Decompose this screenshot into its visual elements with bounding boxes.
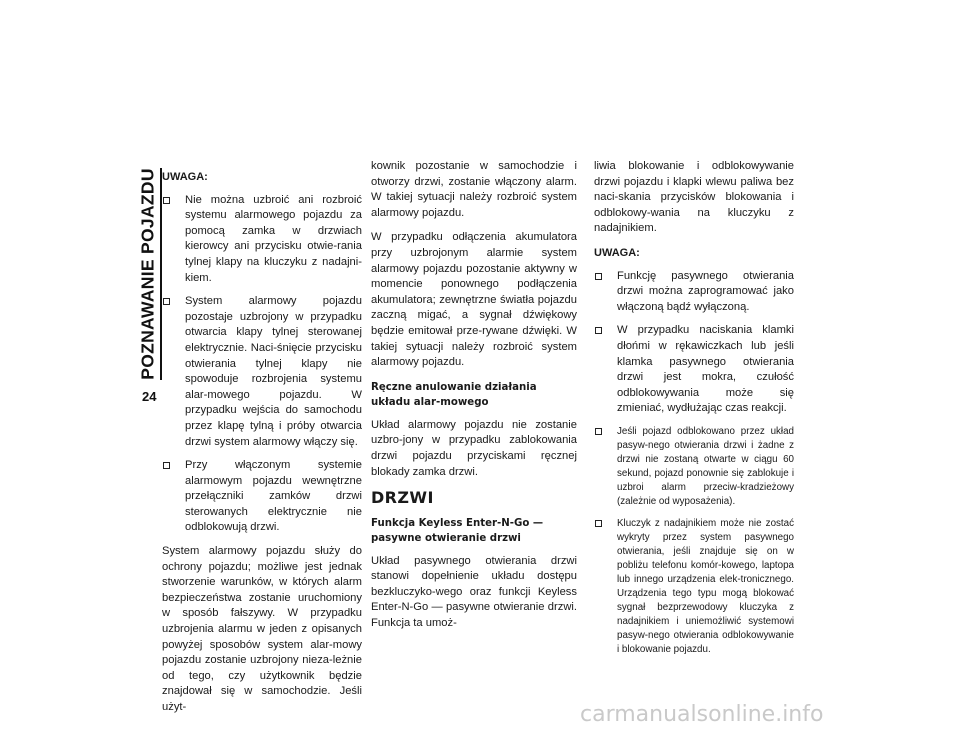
body-paragraph: W przypadku odłączenia akumulatora przy uzbrojonym alarmie system alarmowy pojazdu pozostanie aktywny w momencie ponownego podłączenia akumulatora; zewnętrzne światła pojazdu zaczną migać, a sygnał dźwiękowy będzie emitował prze-rywane dźwięki. W takiej sytuacji należy rozbroić system alarmowy pojazdu.	[371, 231, 577, 369]
note-list	[594, 269, 794, 417]
checkbox-bullet-icon	[595, 327, 602, 334]
column-2	[371, 159, 577, 641]
checkbox-bullet-icon	[595, 273, 602, 280]
list-item: W przypadku naciskania klamki dłońmi w rękawiczkach lub jeśli klamka pasywnego otwierania drzwi jest mokra, czułość odblokowywania może się zmieniać, wydłużając czas reakcji.	[594, 323, 794, 417]
body-paragraph: kownik pozostanie w samochodzie i otworzy drzwi, zostanie włączony alarm. W takiej sytuacji należy rozbroić system alarmowy pojazdu.	[371, 160, 577, 219]
note-list	[162, 193, 362, 536]
page-number: 24	[142, 389, 157, 404]
checkbox-bullet-icon	[595, 428, 602, 435]
list-item: Funkcję pasywnego otwierania drzwi można zaprogramować jako włączoną bądź wyłączoną.	[594, 269, 794, 316]
watermark: carmanualsonline.info	[580, 702, 824, 727]
subheading: Funkcja Keyless Enter-N-Go — pasywne otwieranie drzwi	[371, 517, 544, 544]
checkbox-bullet-icon	[163, 462, 170, 469]
subheading: Ręczne anulowanie działania układu alar-mowego	[371, 381, 537, 408]
checkbox-bullet-icon	[163, 197, 170, 204]
list-item: Jeśli pojazd odblokowano przez układ pasyw-nego otwierania drzwi i żadne z drzwi nie zostaną otwarte w ciągu 60 sekund, pojazd ponownie się zablokuje i uzbroi alarm przeciw-kradzieżowy (zależnie od wyposażenia).	[594, 425, 794, 509]
section-side-title: POZNAWANIE POJAZDU	[137, 168, 158, 380]
list-item: Przy włączonym systemie alarmowym pojazdu wewnętrzne przełączniki zamków drzwi sterowanych elektrycznie nie odblokowują drzwi.	[162, 458, 362, 536]
note-list-small	[594, 425, 794, 657]
section-heading: DRZWI	[371, 488, 434, 508]
note-label: UWAGA:	[162, 171, 208, 183]
body-paragraph: System alarmowy pojazdu służy do ochrony pojazdu; możliwe jest jednak stworzenie warunków, w których alarm bezpieczeństwa zostanie uruchomiony w sposób fałszywy. W przypadku uzbrojenia alarmu w jeden z opisanych powyżej sposobów system alar-mowy pojazdu zostanie uzbrojony nieza-leżnie od tego, czy użytkownik będzie znajdował się w samochodzie. Jeśli użyt-	[162, 545, 362, 713]
list-item: System alarmowy pojazdu pozostaje uzbrojony w przypadku otwarcia klapy tylnej sterowanej elektrycznie. Naci-śnięcie przycisku otwierania tylnej klapy nie spowoduje rozbrojenia systemu alar-mowego pojazdu. W przypadku wejścia do samochodu przez klapę tylną i próby otwarcia drzwi system alarmowy włączy się.	[162, 294, 362, 450]
checkbox-bullet-icon	[163, 298, 170, 305]
column-1	[162, 170, 362, 725]
body-paragraph: Układ alarmowy pojazdu nie zostanie uzbro-jony w przypadku zablokowania drzwi pojazdu przyciskami ręcznej blokady zamka drzwi.	[371, 418, 577, 478]
list-item: Nie można uzbroić ani rozbroić systemu alarmowego pojazdu za pomocą zamka w drzwiach kierowcy ani przycisku otwie-rania tylnej klapy na kluczyku z nadajni-kiem.	[162, 193, 362, 287]
list-item: Kluczyk z nadajnikiem może nie zostać wykryty przez system pasywnego otwierania, jeśli znajduje się on w pobliżu telefonu komór-kowego, laptopa lub innego urządzenia elek-tronicznego. Urządzenia tego typu mogą blokować sygnał bezprzewodowy kluczyka z nadajnikiem i uniemożliwić systemowi pasyw-nego otwierania odblokowywanie i blokowanie pojazdu.	[594, 517, 794, 657]
column-3	[594, 159, 794, 665]
body-paragraph: liwia blokowanie i odblokowywanie drzwi pojazdu i klapki wlewu paliwa bez naci-skania przycisków blokowania i odblokowy-wania na kluczyku z nadajnikiem.	[594, 160, 794, 235]
body-paragraph: Układ pasywnego otwierania drzwi stanowi dopełnienie układu dostępu bezkluczyko-wego oraz funkcji Keyless Enter-N-Go — pasywne otwieranie drzwi. Funkcja ta umoż-	[371, 554, 577, 630]
note-label: UWAGA:	[594, 246, 640, 259]
checkbox-bullet-icon	[595, 520, 602, 527]
